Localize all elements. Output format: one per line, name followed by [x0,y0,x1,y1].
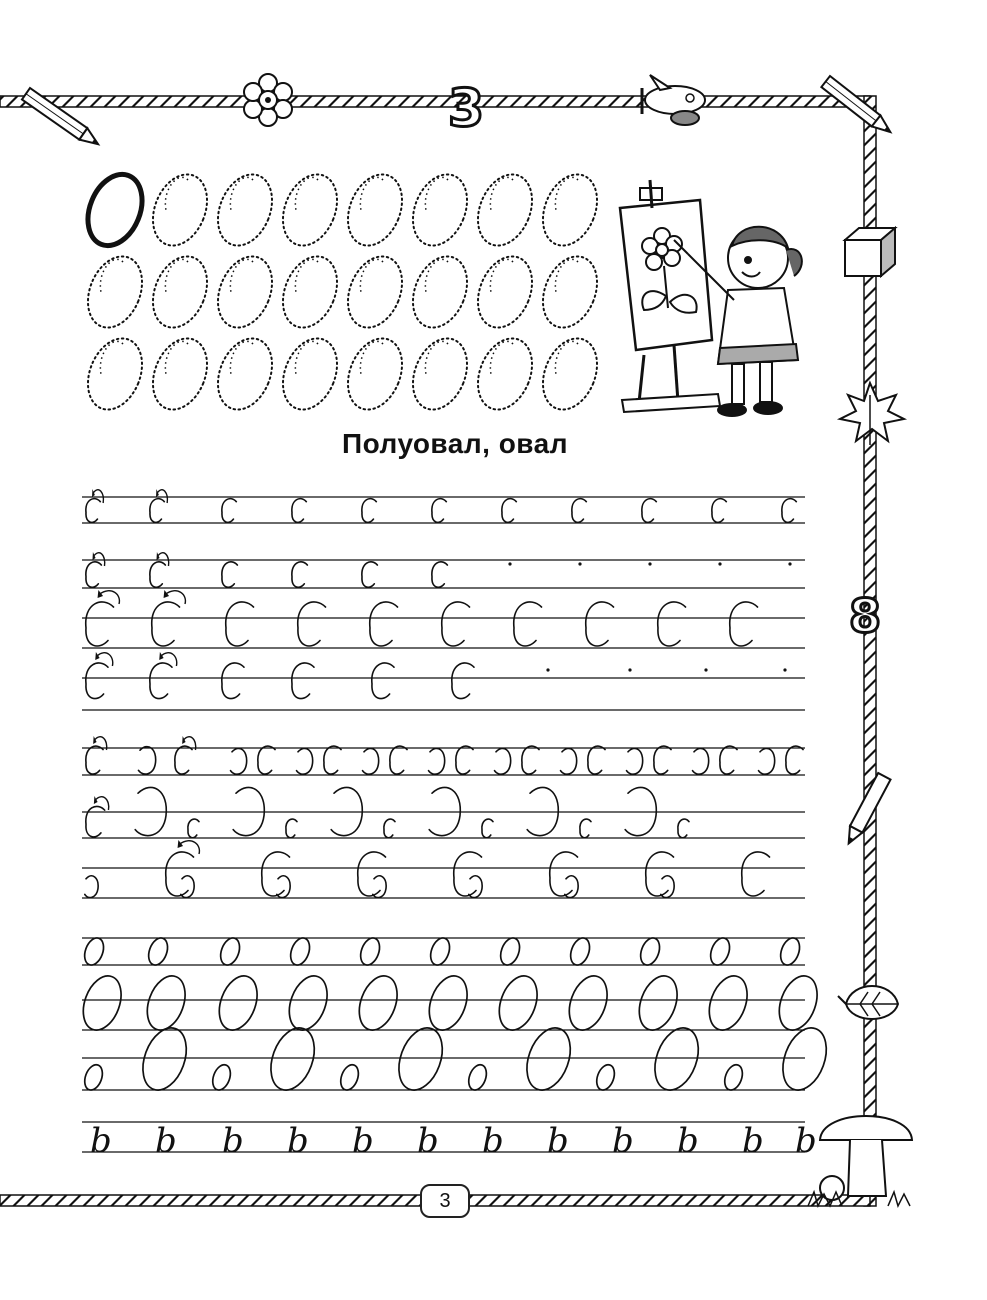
traced-oval [533,166,607,253]
oval-stroke [217,935,243,967]
semi-oval-stroke [188,819,199,838]
semi-oval-stroke [175,746,192,774]
top-border [0,96,870,107]
guide-dot [546,668,549,671]
oval-stroke [722,1062,746,1092]
loop-letter: b [287,1121,309,1161]
handwriting-patterns [76,489,834,1161]
reverse-semi-oval-stroke [297,748,313,774]
oval-stroke [145,935,171,967]
traced-oval [143,330,217,417]
loop-letter: b [547,1121,569,1161]
traced-oval [78,248,152,335]
number-eight-icon [849,589,881,643]
semi-oval-stroke [642,499,656,523]
semi-oval-stroke [324,746,341,774]
traced-oval [403,330,477,417]
reverse-semi-oval-stroke [627,748,643,774]
traced-oval [78,330,152,417]
semi-oval-stroke [658,602,686,646]
arrow-head [92,552,95,560]
loop-letter: b [417,1121,439,1161]
semi-oval-stroke [150,663,172,699]
traced-oval [468,248,542,335]
oval-stroke [647,1022,706,1096]
oval-stroke [391,1022,450,1096]
flower-icon [244,74,292,126]
semi-oval-stroke [432,499,446,523]
arrow-head [182,736,185,744]
semi-oval-stroke [786,746,803,774]
semi-oval-stroke [358,852,386,896]
svg-text:8: 8 [849,589,882,643]
oval-stroke [497,935,523,967]
reverse-semi-oval-stroke [363,748,379,774]
reverse-semi-oval-stroke [759,748,775,774]
guide-dot [783,668,786,671]
semi-oval-stroke [292,499,306,523]
semi-oval-stroke [572,499,586,523]
oval-stroke [352,971,404,1036]
semi-oval-stroke [730,602,758,646]
reverse-semi-oval-stroke [693,748,709,774]
semi-oval-stroke [588,746,605,774]
semi-oval-stroke [456,746,473,774]
oval-stroke [212,971,264,1036]
mushroom-icon [808,1116,912,1206]
loop-letter: b [612,1121,634,1161]
arrow-head [159,652,163,660]
traced-oval [208,166,282,253]
loop-letter: b [352,1121,374,1161]
loop-letter: b [222,1121,244,1161]
semi-oval-stroke [372,663,394,699]
arrow-head [164,590,170,598]
oval-stroke [82,1062,106,1092]
semi-oval-stroke [292,562,308,587]
oval-stroke [519,1022,578,1096]
guide-dot [648,562,651,565]
semi-oval-stroke [86,602,114,646]
semi-oval-stroke [712,499,726,523]
loop-letter: b [677,1121,699,1161]
semi-oval-stroke [362,499,376,523]
page-title: Полуовал, овал [342,428,568,459]
semi-oval-stroke [646,852,674,896]
semi-oval-stroke [720,746,737,774]
number-three-icon [448,79,484,139]
oval-stroke [210,1062,234,1092]
semi-oval-stroke [390,746,407,774]
semi-oval-stroke [580,819,591,838]
arrow-head [156,489,159,497]
writing-lines [82,497,805,1152]
oval-stroke [702,971,754,1036]
loop-letter: b [795,1121,817,1161]
oval-stroke [140,971,192,1036]
traced-oval [273,248,347,335]
semi-oval-stroke [370,602,398,646]
semi-oval-stroke [86,663,108,699]
semi-oval-stroke [298,602,326,646]
cube-icon [845,228,895,276]
semi-oval-stroke [482,819,493,838]
loop-letter: b [155,1121,177,1161]
oval-stroke [772,971,824,1036]
guide-dot [508,562,511,565]
guide-dot [788,562,791,565]
oval-stroke [357,935,383,967]
semi-oval-stroke [286,819,297,838]
guide-dot [704,668,707,671]
loop-letter: b [482,1121,504,1161]
arrow-head [178,840,184,848]
traced-oval [143,166,217,253]
traced-oval [533,330,607,417]
oval-stroke [492,971,544,1036]
oval-stroke [427,935,453,967]
semi-oval-stroke [86,746,103,774]
semi-oval-stroke [222,562,238,587]
arrow-head [98,590,104,598]
semi-oval-stroke [150,562,166,587]
semi-oval-stroke [654,746,671,774]
traced-oval [468,166,542,253]
oval-stroke [632,971,684,1036]
semi-oval-stroke [226,602,254,646]
traced-oval [208,330,282,417]
sample-oval [78,166,152,253]
traced-oval [468,330,542,417]
traced-oval [533,248,607,335]
oval-stroke [562,971,614,1036]
semi-oval-stroke [452,663,474,699]
girl-painting-illustration [620,180,802,416]
semi-oval-stroke [550,852,578,896]
semi-oval-stroke [432,562,448,587]
semi-oval-stroke [454,852,482,896]
semi-oval-stroke [86,806,105,837]
semi-oval-stroke [166,852,194,896]
reverse-semi-oval-stroke [495,748,511,774]
oval-stroke [338,1062,362,1092]
semi-oval-stroke [742,852,770,896]
semi-oval-stroke [262,852,290,896]
arrow-head [156,552,159,560]
semi-oval-stroke [86,562,102,587]
semi-oval-stroke [502,499,516,523]
semi-oval-stroke [292,663,314,699]
oval-stroke [282,971,334,1036]
oval-trace-block [78,166,607,417]
reverse-semi-oval-stroke [561,748,577,774]
oval-stroke [263,1022,322,1096]
semi-oval-stroke [222,499,236,523]
traced-oval [338,248,412,335]
arrow-head [94,796,98,804]
arrow-head [93,736,96,744]
semi-oval-stroke [258,746,275,774]
arrow-head [95,652,99,660]
traced-oval [338,330,412,417]
guide-dot [578,562,581,565]
leaf-icon [838,986,898,1019]
traced-oval [143,248,217,335]
traced-oval [273,166,347,253]
oval-stroke [775,1022,834,1096]
oval-stroke [81,935,107,967]
oval-stroke [287,935,313,967]
loop-letter: b [90,1121,112,1161]
semi-oval-stroke [86,499,100,523]
traced-oval [403,248,477,335]
oval-stroke [76,971,128,1036]
oval-stroke [777,935,803,967]
semi-oval-stroke [782,499,796,523]
oval-stroke [466,1062,490,1092]
traced-oval [403,166,477,253]
traced-oval [338,166,412,253]
semi-oval-stroke [514,602,542,646]
svg-text:3: 3 [448,79,485,139]
page-number: 3 [420,1184,470,1218]
airplane-icon [642,75,705,125]
reverse-semi-oval-stroke [429,748,445,774]
oval-stroke [707,935,733,967]
guide-dot [628,668,631,671]
semi-oval-stroke [384,819,395,838]
loop-letter: b [742,1121,764,1161]
semi-oval-stroke [442,602,470,646]
semi-oval-stroke [152,602,180,646]
semi-oval-stroke [150,499,164,523]
semi-oval-stroke [362,562,378,587]
semi-oval-stroke [678,819,689,838]
traced-oval [273,330,347,417]
oval-stroke [594,1062,618,1092]
arrow-head [92,489,95,497]
semi-oval-stroke [222,663,244,699]
oval-stroke [422,971,474,1036]
reverse-semi-oval-stroke [231,748,247,774]
reverse-semi-oval-stroke [85,876,98,898]
oval-stroke [135,1022,194,1096]
traced-oval [208,248,282,335]
oval-stroke [567,935,593,967]
semi-oval-stroke [586,602,614,646]
guide-dot [718,562,721,565]
reverse-semi-oval-stroke [138,747,155,774]
semi-oval-stroke [522,746,539,774]
oval-stroke [637,935,663,967]
